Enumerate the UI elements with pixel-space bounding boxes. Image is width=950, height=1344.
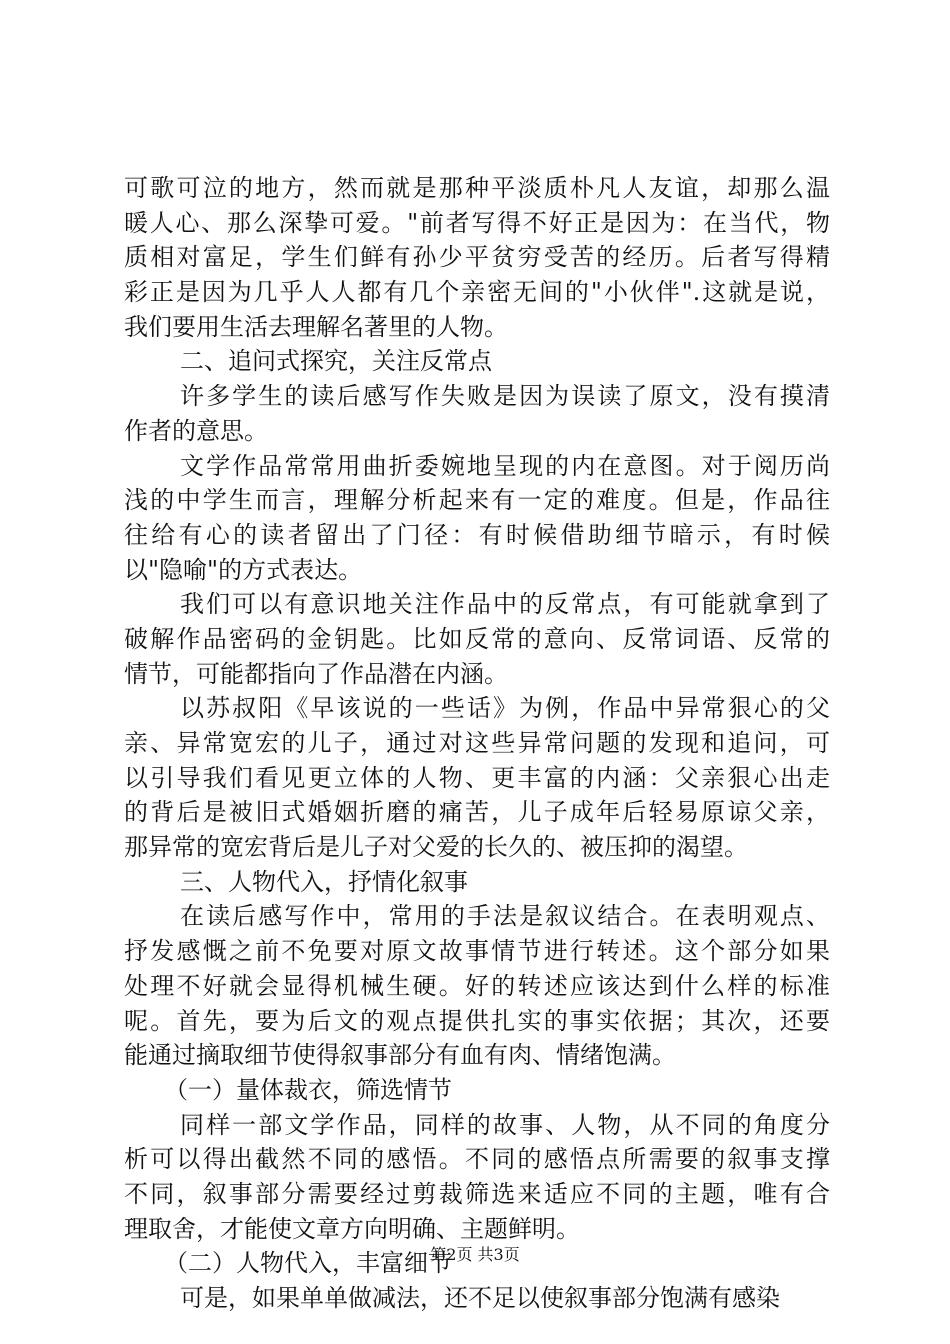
page-footer: 第2页 共3页 bbox=[430, 1245, 520, 1264]
paragraph-line: 情节，可能都指向了作品潜在内涵。 bbox=[124, 659, 508, 688]
paragraph-line: 同样一部文学作品，同样的故事、人物，从不同的角度分 bbox=[180, 1110, 830, 1139]
paragraph-line: 以引导我们看见更立体的人物、更丰富的内涵：父亲狠心出走 bbox=[124, 763, 830, 792]
paragraph-line: 抒发感慨之前不免要对原文故事情节进行转述。这个部分如果 bbox=[124, 937, 830, 966]
paragraph-line: 彩正是因为几乎人人都有几个亲密无间的"小伙伴".这就是说， bbox=[124, 278, 830, 307]
paragraph-line: 析可以得出截然不同的感悟。不同的感悟点所需要的叙事支撑 bbox=[124, 1145, 830, 1174]
paragraph-line: 作者的意思。 bbox=[124, 416, 268, 445]
paragraph-line: 以"隐喻"的方式表达。 bbox=[124, 555, 363, 584]
paragraph-line: 不同，叙事部分需要经过剪裁筛选来适应不同的主题，唯有合 bbox=[124, 1179, 830, 1208]
paragraph-line: 往给有心的读者留出了门径：有时候借助细节暗示，有时候 bbox=[124, 520, 830, 549]
subsection-heading: （二）人物代入，丰富细节 bbox=[164, 1249, 452, 1278]
paragraph-line: 许多学生的读后感写作失败是因为误读了原文，没有摸清 bbox=[180, 382, 830, 411]
paragraph-line: 亲、异常宽宏的儿子，通过对这些异常问题的发现和追问，可 bbox=[124, 729, 830, 757]
paragraph-line: 呢。首先，要为后文的观点提供扎实的事实依据；其次，还要 bbox=[124, 1006, 830, 1035]
paragraph-line: 以苏叔阳《早该说的一些话》为例，作品中异常狠心的父 bbox=[180, 694, 830, 723]
subsection-heading: （一）量体裁衣，筛选情节 bbox=[164, 1075, 452, 1104]
paragraph-line: 我们要用生活去理解名著里的人物。 bbox=[124, 312, 508, 341]
paragraph-line: 浅的中学生而言，理解分析起来有一定的难度。但是，作品往 bbox=[124, 486, 830, 515]
paragraph-line: 能通过摘取细节使得叙事部分有血有肉、情绪饱满。 bbox=[124, 1041, 676, 1070]
paragraph-line: 暖人心、那么深挚可爱。"前者写得不好正是因为：在当代，物 bbox=[124, 208, 830, 237]
paragraph-line: 破解作品密码的金钥匙。比如反常的意向、反常词语、反常的 bbox=[124, 624, 830, 653]
paragraph-line: 处理不好就会显得机械生硬。好的转述应该达到什么样的标准 bbox=[124, 971, 830, 1000]
paragraph-line: 可歌可泣的地方，然而就是那种平淡质朴凡人友谊，却那么温 bbox=[124, 174, 830, 202]
paragraph-line: 的背后是被旧式婚姻折磨的痛苦，儿子成年后轻易原谅父亲， bbox=[124, 798, 830, 827]
paragraph-line: 在读后感写作中，常用的手法是叙议结合。在表明观点、 bbox=[180, 902, 830, 931]
section-heading: 二、追问式探究，关注反常点 bbox=[180, 347, 492, 376]
section-heading: 三、人物代入，抒情化叙事 bbox=[180, 867, 468, 896]
paragraph-line: 质相对富足，学生们鲜有孙少平贫穷受苦的经历。后者写得精 bbox=[124, 243, 830, 272]
paragraph-line: 那异常的宽宏背后是儿子对父爱的长久的、被压抑的渴望。 bbox=[124, 833, 748, 862]
body-text bbox=[124, 171, 830, 1316]
paragraph-line: 理取舍，才能使文章方向明确、主题鲜明。 bbox=[124, 1214, 580, 1243]
paragraph-line: 文学作品常常用曲折委婉地呈现的内在意图。对于阅历尚 bbox=[180, 451, 830, 480]
paragraph-line: 我们可以有意识地关注作品中的反常点，有可能就拿到了 bbox=[180, 590, 830, 619]
paragraph-line: 可是，如果单单做减法，还不足以使叙事部分饱满有感染 bbox=[180, 1284, 780, 1312]
